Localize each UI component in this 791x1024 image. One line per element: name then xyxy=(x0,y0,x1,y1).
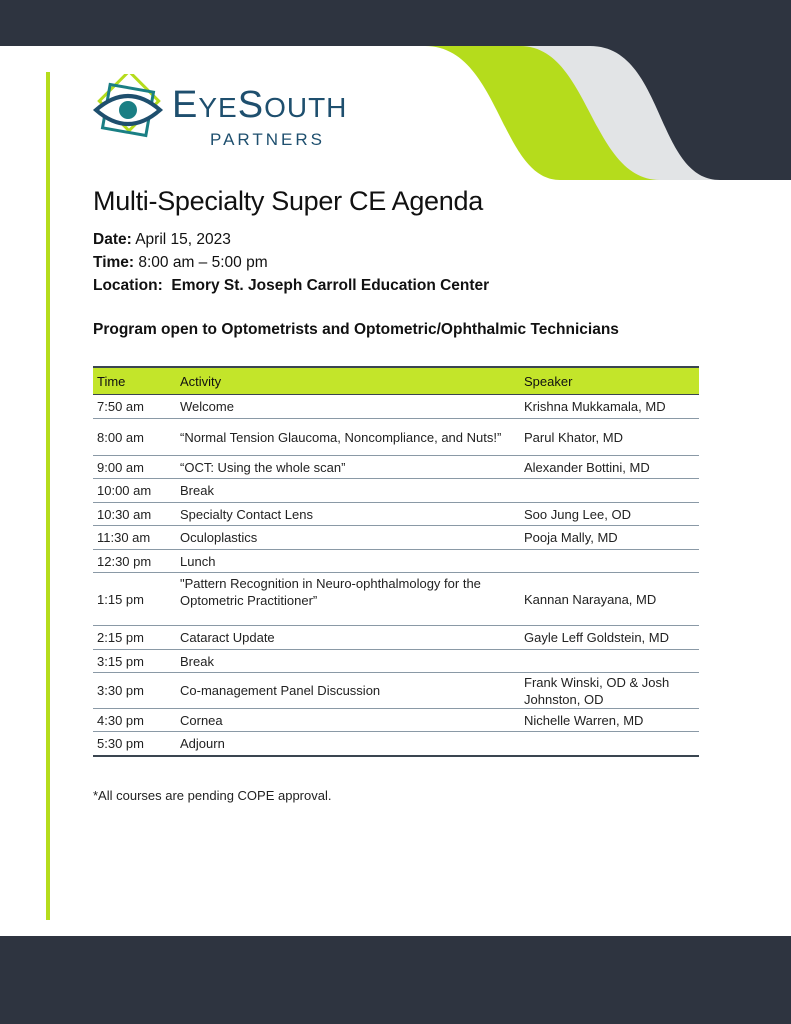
header-activity: Activity xyxy=(176,367,520,395)
row-time: 11:30 am xyxy=(93,526,176,550)
date-label: Date: xyxy=(93,231,132,248)
program-audience: Program open to Optometrists and Optometric/Ophthalmic Technicians xyxy=(93,321,619,338)
page-title: Multi-Specialty Super CE Agenda xyxy=(93,186,483,216)
row-time: 3:30 pm xyxy=(93,673,176,709)
row-time: 1:15 pm xyxy=(93,573,176,626)
agenda-table xyxy=(93,366,699,757)
event-time xyxy=(93,254,268,272)
table-row xyxy=(93,419,699,456)
row-speaker: Krishna Mukkamala, MD xyxy=(520,395,699,419)
table-row xyxy=(93,626,699,650)
row-speaker xyxy=(520,550,699,573)
brand-subtitle: PARTNERS xyxy=(210,130,326,149)
table-row xyxy=(93,550,699,573)
row-activity: Cornea xyxy=(176,709,520,732)
event-date xyxy=(93,231,231,249)
row-time: 5:30 pm xyxy=(93,732,176,756)
row-speaker xyxy=(520,732,699,756)
row-activity: Co-management Panel Discussion xyxy=(176,673,520,709)
row-time: 9:00 am xyxy=(93,456,176,479)
row-activity: “OCT: Using the whole scan” xyxy=(176,456,520,479)
row-speaker xyxy=(520,650,699,673)
table-row xyxy=(93,709,699,732)
row-speaker: Gayle Leff Goldstein, MD xyxy=(520,626,699,650)
row-speaker xyxy=(520,479,699,503)
date-value: April 15, 2023 xyxy=(135,231,231,248)
row-activity: “Normal Tension Glaucoma, Noncompliance, and Nuts!” xyxy=(176,419,520,456)
row-time: 4:30 pm xyxy=(93,709,176,732)
left-accent-bar xyxy=(46,72,50,920)
row-activity: Oculoplastics xyxy=(176,526,520,550)
time-label: Time: xyxy=(93,254,135,271)
row-activity: Adjourn xyxy=(176,732,520,756)
header-speaker: Speaker xyxy=(520,367,699,395)
table-header-row xyxy=(93,367,699,395)
location-value: Emory St. Joseph Carroll Education Center xyxy=(171,277,490,294)
table-row xyxy=(93,503,699,526)
table-row xyxy=(93,456,699,479)
row-speaker: Parul Khator, MD xyxy=(520,419,699,456)
event-location xyxy=(93,277,489,295)
table-row xyxy=(93,479,699,503)
row-time: 7:50 am xyxy=(93,395,176,419)
row-time: 8:00 am xyxy=(93,419,176,456)
table-row xyxy=(93,732,699,756)
row-activity: Cataract Update xyxy=(176,626,520,650)
table-row xyxy=(93,673,699,709)
table-row xyxy=(93,395,699,419)
row-speaker: Nichelle Warren, MD xyxy=(520,709,699,732)
row-activity: Welcome xyxy=(176,395,520,419)
row-speaker: Alexander Bottini, MD xyxy=(520,456,699,479)
location-label: Location: xyxy=(93,277,163,294)
footer-band xyxy=(0,936,791,1024)
row-time: 10:00 am xyxy=(93,479,176,503)
row-activity: Break xyxy=(176,479,520,503)
row-time: 10:30 am xyxy=(93,503,176,526)
row-speaker: Kannan Narayana, MD xyxy=(520,573,699,626)
row-speaker: Soo Jung Lee, OD xyxy=(520,503,699,526)
table-row xyxy=(93,573,699,626)
company-logo xyxy=(92,74,362,154)
row-speaker: Pooja Mally, MD xyxy=(520,526,699,550)
row-activity: Break xyxy=(176,650,520,673)
row-speaker: Frank Winski, OD & Josh Johnston, OD xyxy=(520,673,699,709)
row-time: 12:30 pm xyxy=(93,550,176,573)
table-row xyxy=(93,526,699,550)
footnote: *All courses are pending COPE approval. xyxy=(93,788,332,803)
row-time: 3:15 pm xyxy=(93,650,176,673)
row-activity: "Pattern Recognition in Neuro-ophthalmology for the Optometric Practitioner” xyxy=(176,573,520,626)
eye-diamond-logo-icon xyxy=(92,74,164,146)
table-row xyxy=(93,650,699,673)
row-time: 2:15 pm xyxy=(93,626,176,650)
brand-name: EYESOUTH xyxy=(172,84,348,126)
header-time: Time xyxy=(93,367,176,395)
time-value: 8:00 am – 5:00 pm xyxy=(138,254,268,271)
row-activity: Specialty Contact Lens xyxy=(176,503,520,526)
row-activity: Lunch xyxy=(176,550,520,573)
